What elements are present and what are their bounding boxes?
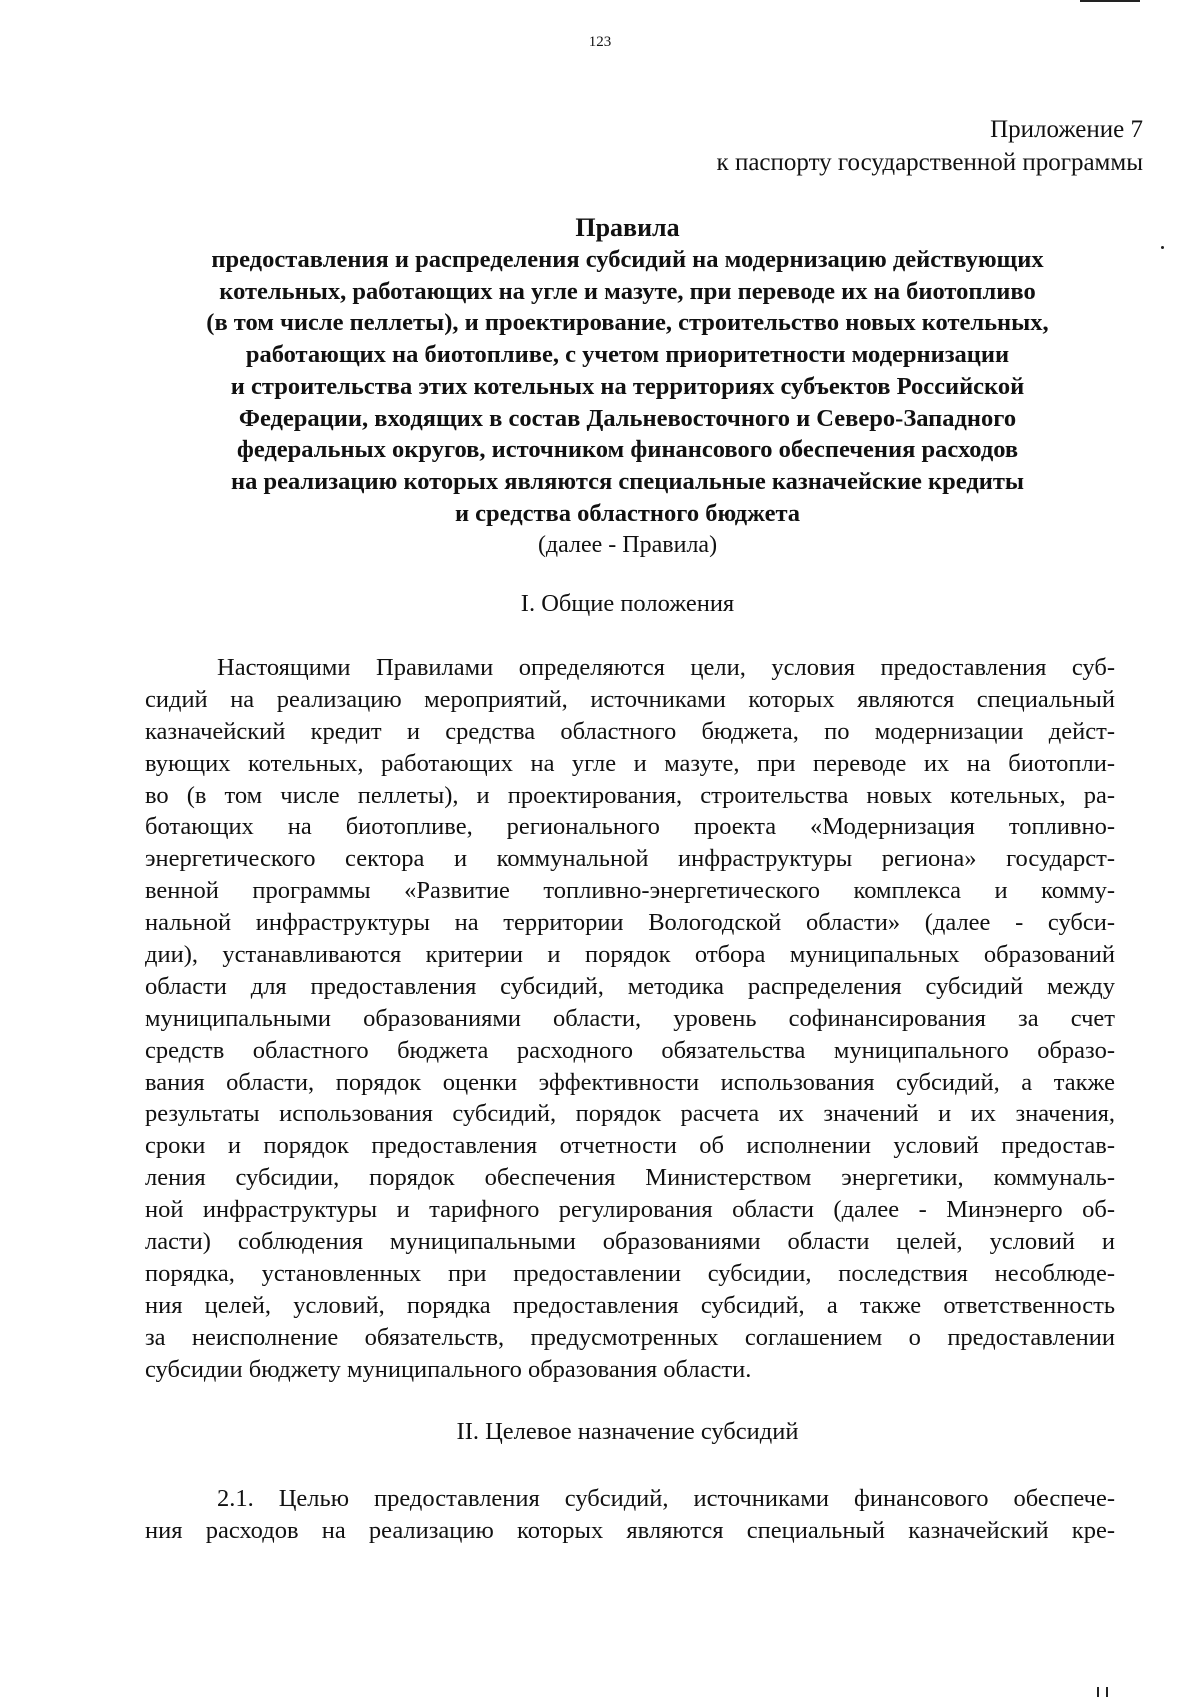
paragraph-line: во (в том числе пеллеты), и проектирования, строительства новых котельных, ра- [145,781,1115,809]
paragraph-line: 2.1. Целью предоставления субсидий, источниками финансового обеспече- [217,1485,1115,1512]
title-line: (в том числе пеллеты), и проектирование, строительство новых котельных, [206,309,1049,337]
paragraph-line: казначейский кредит и средства областного бюджета, по модернизации дейст- [145,717,1115,745]
paragraph-line: средств областного бюджета расходного обязательства муниципального образо- [145,1036,1115,1064]
section-heading-purpose: II. Целевое назначение субсидий [456,1418,799,1445]
title-line: и строительства этих котельных на территориях субъектов Российской [230,372,1025,400]
paragraph-line: ной инфраструктуры и тарифного регулирования области (далее - Минэнерго об- [145,1196,1115,1224]
appendix-reference [717,113,1143,179]
paragraph-line: ботающих на биотопливе, регионального проекта «Модернизация топливно- [145,813,1115,841]
appendix-number: Приложение 7 [990,116,1143,143]
title-line: котельных, работающих на угле и мазуте, при переводе их на биотопливо [219,277,1036,305]
paragraph-line: вующих котельных, работающих на угле и мазуте, при переводе их на биотопли- [145,749,1115,777]
paragraph-line: нальной инфраструктуры на территории Вологодской области» (далее - субси- [145,909,1115,937]
scan-artifact [1106,1687,1108,1697]
paragraph-line: ния целей, условий, порядка предоставления субсидий, а также ответственность [145,1291,1115,1319]
title-line: на реализацию которых являются специальные казначейские кредиты [230,467,1025,495]
section-heading-general: I. Общие положения [520,590,735,617]
title-line: предоставления и распределения субсидий на модернизацию действующих [211,246,1044,273]
title-line: работающих на биотопливе, с учетом приоритетности модернизации [245,341,1010,369]
paragraph-line: дии), устанавливаются критерии и порядок отбора муниципальных образований [145,941,1115,969]
paragraph-line: результаты использования субсидий, порядок расчета их значений и их значения, [145,1100,1115,1128]
title-line: и средства областного бюджета [454,499,801,527]
scan-artifact [1097,1687,1099,1697]
paragraph-line: муниципальными образованиями области, уровень софинансирования за счет [145,1004,1115,1032]
paragraph-line: Настоящими Правилами определяются цели, условия предоставления суб- [217,654,1115,681]
paragraph-line: субсидии бюджету муниципального образования области. [145,1355,752,1383]
document-title [140,212,1115,561]
paragraph-line: вания области, порядок оценки эффективности использования субсидий, а также [145,1068,1115,1096]
paragraph-line: ласти) соблюдения муниципальными образованиями области целей, условий и [145,1228,1115,1256]
paragraph-line: сидий на реализацию мероприятий, источниками которых являются специальный [145,685,1115,713]
paragraph-line: ления субсидии, порядок обеспечения Министерством энергетики, коммуналь- [145,1164,1115,1192]
paragraph-line: ния расходов на реализацию которых являются специальный казначейский кре- [145,1516,1115,1544]
title-heading: Правила [575,213,680,242]
paragraph-line: за неисполнение обязательств, предусмотренных соглашением о предоставлении [145,1323,1115,1351]
paragraph-line: области для предоставления субсидий, методика распределения субсидий между [145,972,1115,1000]
section-general-paragraph [145,652,1115,1385]
title-line: федеральных округов, источником финансового обеспечения расходов [236,436,1019,464]
page-number: 123 [588,34,612,50]
paragraph-line: сроки и порядок предоставления отчетности об исполнении условий предостав- [145,1132,1115,1160]
appendix-subtitle: к паспорту государственной программы [716,149,1143,176]
title-line: Федерации, входящих в состав Дальневосточного и Северо-Западного [238,404,1017,432]
paragraph-line: порядка, установленных при предоставлении субсидии, последствия несоблюде- [145,1259,1115,1287]
scan-artifact [1161,246,1164,249]
paragraph-line: венной программы «Развитие топливно-энергетического комплекса и комму- [145,877,1115,905]
title-note: (далее - Правила) [537,532,718,559]
paragraph-line: энергетического сектора и коммунальной инфраструктуры региона» государст- [145,845,1115,873]
scan-artifact [1080,0,1140,2]
section-purpose-paragraph [145,1483,1115,1547]
